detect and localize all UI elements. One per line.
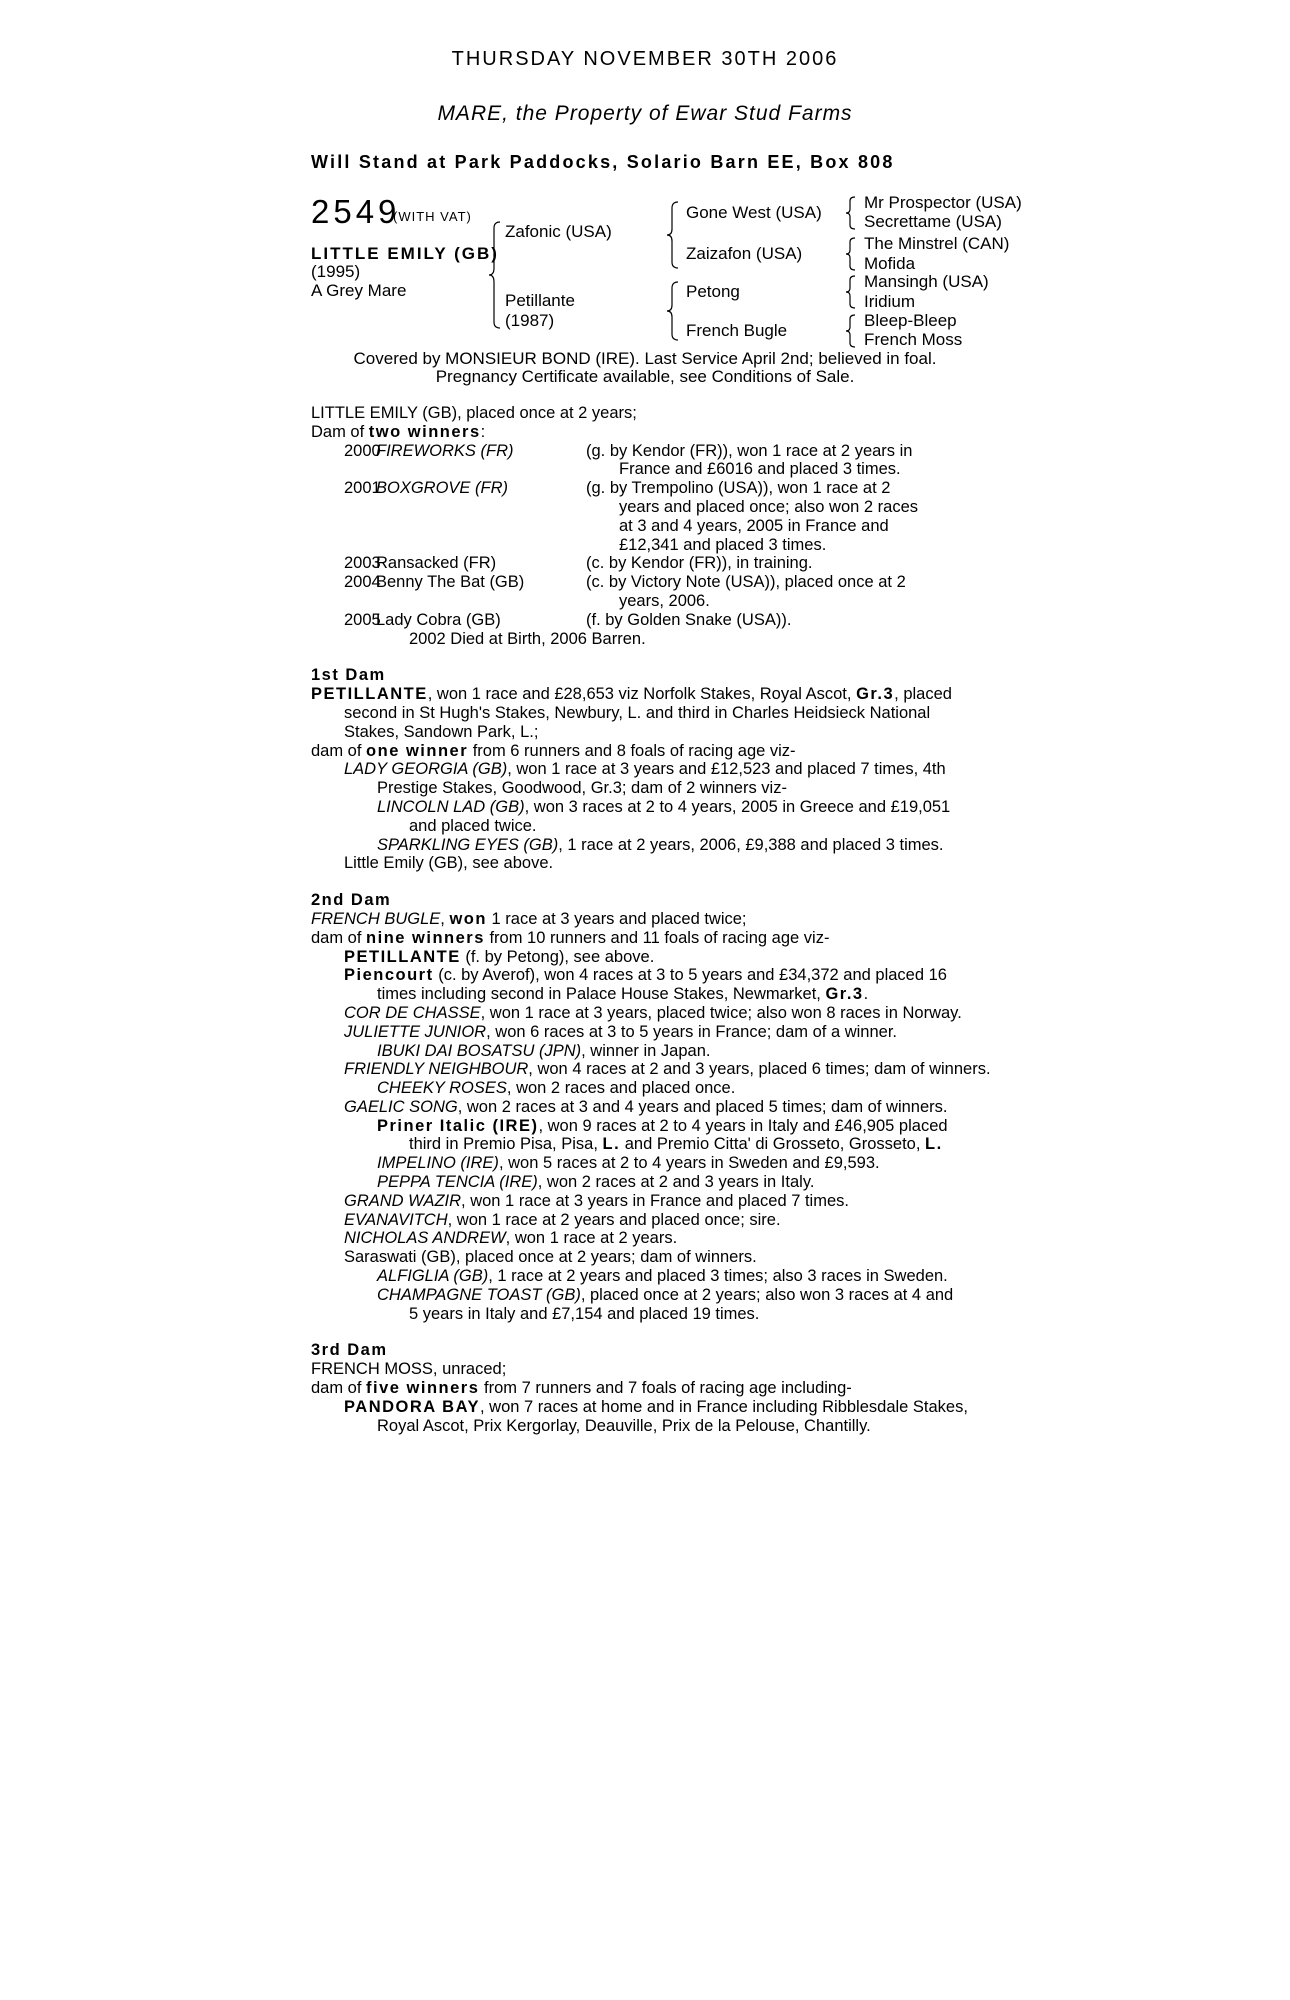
lot-number: 2549 — [311, 193, 401, 230]
pedigree-sds: The Minstrel (CAN) — [864, 234, 1010, 253]
vat-note: (WITH VAT) — [393, 209, 472, 224]
dam-of-line: Dam of two winners: — [311, 422, 486, 441]
first-dam-section: 1st Dam PETILLANTE, won 1 race and £28,653 viz Norfolk Stakes, Royal Ascot, Gr.3, placed second in St Hugh's Stakes, Newbury, L. and third in Charles Heidsieck National Stakes, Sandown Park, L.; dam of one winner from 6 runners and 8 foals of racing age viz- LADY GEORGIA (GB), won 1 race at 3 years and £12,523 and placed 7 times, 4th Prestige Stakes, Goodwood, Gr.3; dam of 2 winners viz- LINCOLN LAD (GB), won 3 races at 2 to 4 years, 2005 in Greece and £19,051 and placed twice. SPARKLING EYES (GB), 1 race at 2 years, 2006, £9,388 and placed 3 times. Little Emily (GB), see above. — [311, 666, 1011, 873]
horse-year: (1995) — [311, 262, 361, 281]
pedigree-dds: Bleep-Bleep — [864, 311, 957, 330]
pedigree-bracket-sd — [845, 236, 857, 272]
pedigree-bracket-ds — [845, 274, 857, 310]
pedigree-bracket-dam — [666, 280, 680, 342]
pedigree-dam-year: (1987) — [505, 311, 555, 330]
pedigree-sdd: Mofida — [864, 254, 916, 273]
covered-line: Covered by MONSIEUR BOND (IRE). Last Service April 2nd; believed in foal. — [353, 349, 937, 368]
pedigree-ddd: French Moss — [864, 330, 963, 349]
produce-intro: LITTLE EMILY (GB), placed once at 2 years; — [311, 404, 637, 422]
pedigree-dam: Petillante — [505, 291, 575, 310]
produce-note: 2002 Died at Birth, 2006 Barren. — [409, 629, 646, 648]
pedigree-dsd: Iridium — [864, 292, 916, 311]
pedigree-bracket-dd — [845, 313, 857, 349]
second-dam-section: 2nd Dam FRENCH BUGLE, won 1 race at 3 years and placed twice; dam of nine winners from 10 runners and 11 foals of racing age viz- PETILLANTE (f. by Petong), see above. Piencourt (c. by Averof), won 4 races at 3 to 5 years and £34,372 and placed 16 times including second in Palace House Stakes, Newmarket, Gr.3. COR DE CHASSE, won 1 race at 3 years, placed twice; also won 8 races in Norway. JULIETTE JUNIOR, won 6 races at 3 to 5 years in France; dam of a winner. IBUKI DAI BOSATSU (JPN), winner in Japan. FRIENDLY NEIGHBOUR, won 4 races at 2 and 3 years, placed 6 times; dam of winners. CHEEKY ROSES, won 2 races and placed once. GAELIC SONG, won 2 races at 3 and 4 years and placed 5 times; dam of winners. Priner Italic (IRE), won 9 races at 2 to 4 years in Italy and £46,905 placed third in Premio Pisa, Pisa, L. and Premio Citta' di Grosseto, Grosseto, L. IMPELINO (IRE), won 5 races at 2 to 4 years in Sweden and £9,593. PEPPA TENCIA (IRE), won 2 races at 2 and 3 years in Italy. GRAND WAZIR, won 1 race at 3 years in France and placed 7 times. EVANAVITCH, won 1 race at 2 years and placed once; sire. NICHOLAS ANDREW, won 1 race at 2 years. Saraswati (GB), placed once at 2 years; dam of winners. ALFIGLIA (GB), 1 race at 2 years and placed 3 times; also 3 races in Sweden. CHAMPAGNE TOAST (GB), placed once at 2 years; also won 3 races at 4 and 5 years in Italy and £7,154 and placed 19 times. — [311, 891, 1011, 1323]
produce-item: 2001 BOXGROVE (FR) (g. by Trempolino (USA)), won 1 race at 2 years and placed once; also won 2 races at 3 and 4 years, 2005 in France and £12,341 and placed 3 times. — [344, 479, 919, 554]
pedigree-dam-dam: French Bugle — [686, 321, 788, 340]
sale-date: THURSDAY NOVEMBER 30TH 2006 — [451, 48, 839, 70]
pedigree-sire-dam: Zaizafon (USA) — [686, 244, 803, 263]
pedigree-bracket-ss — [845, 195, 857, 231]
produce-item: 2000 FIREWORKS (FR) (g. by Kendor (FR)), won 1 race at 2 years in France and £6016 and placed 3 times. — [344, 441, 913, 479]
pedigree-sss: Mr Prospector (USA) — [864, 193, 1022, 212]
pedigree-sire: Zafonic (USA) — [505, 222, 612, 241]
produce-item: 2005 Lady Cobra (GB) (f. by Golden Snake (USA)). — [344, 610, 792, 629]
pedigree-bracket-sire — [666, 200, 680, 270]
produce-item: 2003 Ransacked (FR) (c. by Kendor (FR)), in training. — [344, 554, 813, 573]
pedigree-ssd: Secrettame (USA) — [864, 212, 1002, 231]
horse-colour: A Grey Mare — [311, 281, 407, 300]
third-dam-section: 3rd Dam FRENCH MOSS, unraced; dam of five winners from 7 runners and 7 foals of racing age including- PANDORA BAY, won 7 races at home and in France including Ribblesdale Stakes, Royal Ascot, Prix Kergorlay, Deauville, Prix de la Pelouse, Chantilly. — [311, 1341, 1011, 1435]
pedigree-bracket-gen1 — [488, 220, 502, 330]
vendor-line: MARE, the Property of Ewar Stud Farms — [437, 102, 853, 125]
pedigree-dam-sire: Petong — [686, 282, 740, 301]
second-dam-heading: 2nd Dam — [311, 891, 392, 910]
horse-name: LITTLE EMILY (GB) — [311, 244, 499, 263]
produce-item: 2004 Benny The Bat (GB) (c. by Victory Note (USA)), placed once at 2 years, 2006. — [344, 573, 906, 610]
pedigree-dss: Mansingh (USA) — [864, 272, 989, 291]
catalogue-body — [311, 404, 1011, 1435]
pedigree-sire-sire: Gone West (USA) — [686, 203, 822, 222]
produce-record — [311, 404, 1011, 648]
first-dam-heading: 1st Dam — [311, 666, 386, 685]
pregnancy-line: Pregnancy Certificate available, see Conditions of Sale. — [435, 367, 855, 386]
stand-location: Will Stand at Park Paddocks, Solario Barn EE, Box 808 — [311, 152, 895, 172]
third-dam-heading: 3rd Dam — [311, 1341, 388, 1360]
